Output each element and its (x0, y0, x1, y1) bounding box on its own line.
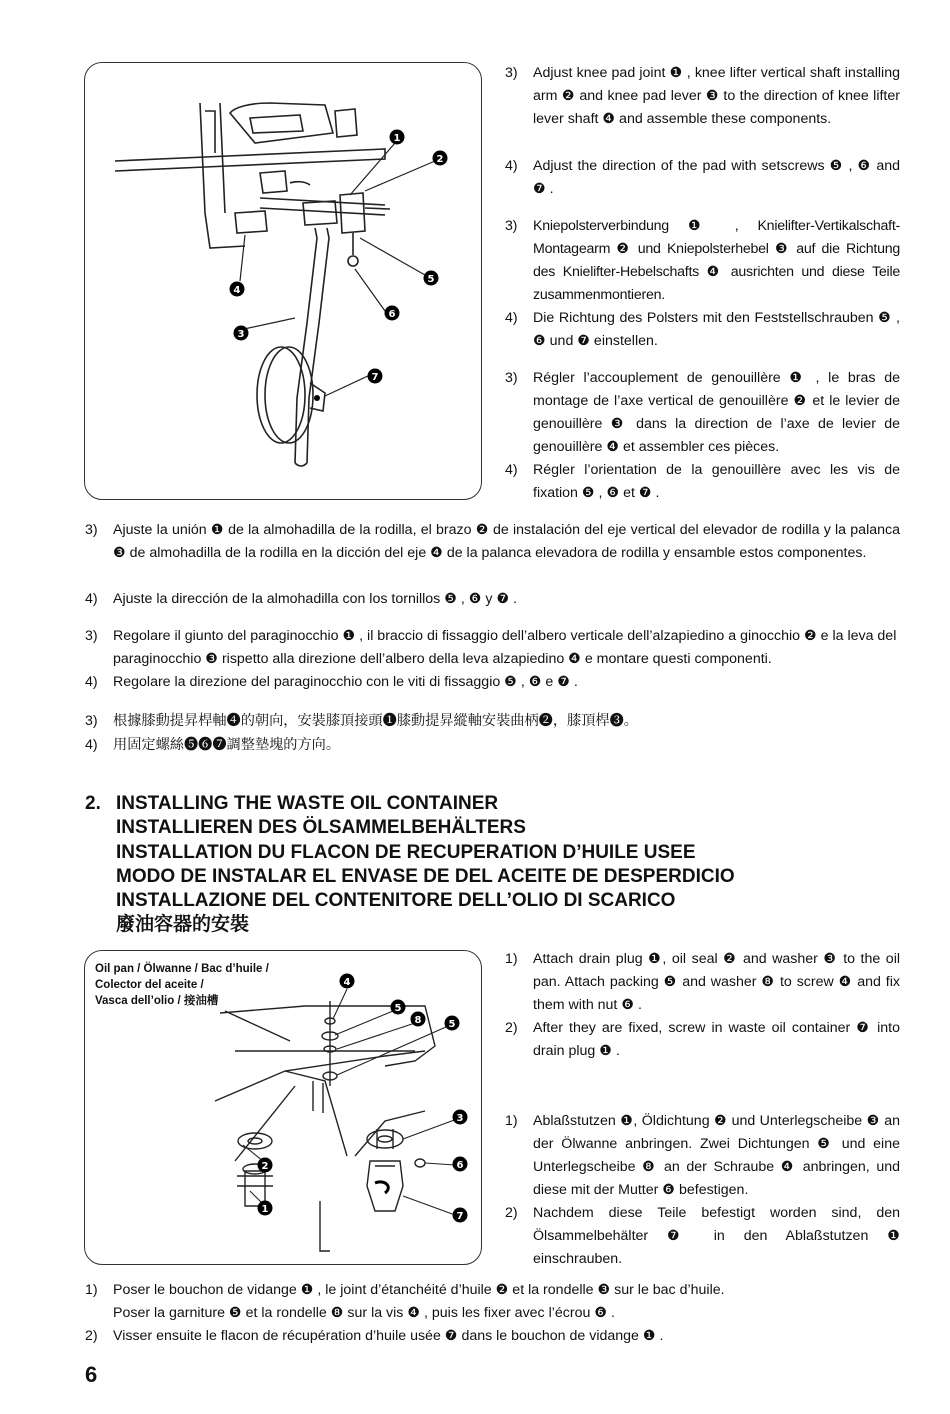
step-text: Ablaßstutzen ❶, Öldichtung ❷ und Unterlegscheibe ❸ an der Ölwanne anbringen. Zwei Dichtungen ❺ und eine Unterlegscheibe ❽ an der Schraube ❹ anbringen, und diese mit der Mutter ❻ befestigen. (533, 1113, 900, 1198)
step-text: Kniepolsterverbindung ❶ , Knielifter-Vertikalschaft-Montagearm ❷ und Kniepolsterhebel ❸ auf die Richtung des Knielifter-Hebelschafts ❹ ausrichten und diese Teile zusammenmontieren. (533, 218, 900, 303)
step-text: Régler l’accouplement de genouillère ❶ , le bras de montage de l’axe vertical de genouillère ❷ et le levier de genouillère ❸ dans la direction de l’axe de levier de genouillère ❹ et assembler ces pièces. (533, 370, 900, 455)
step-number: 3) (85, 713, 98, 729)
step-text: Adjust knee pad joint ❶ , knee lifter vertical shaft installing arm ❷ and knee pad lever ❸ to the direction of knee lifter lever shaft ❹ and assemble these components. (533, 65, 900, 127)
step-text: Nachdem diese Teile befestigt worden sind, den Ölsammelbehälter ❼ in den Ablaßstutzen ❶ einschrauben. (533, 1205, 900, 1267)
step-number: 4) (85, 674, 98, 690)
callout-2-text: 2 (261, 1161, 269, 1172)
callout-2 (258, 1158, 273, 1173)
step-text-line: Poser le bouchon de vidange ❶ , le joint d’étanchéité d’huile ❷ et la rondelle ❸ sur le bac d’huile. (113, 1282, 725, 1298)
callout-3-text: 3 (237, 329, 245, 340)
step-number: 3) (505, 65, 518, 81)
callout-3 (453, 1110, 468, 1125)
callout-1-text: 1 (393, 133, 401, 144)
callout-7 (368, 369, 383, 384)
callout-4-text: 4 (343, 977, 351, 988)
step-text: Régler l’orientation de la genouillère avec les vis de fixation ❺ , ❻ et ❼ . (533, 462, 900, 501)
knee-lifter-illustration (85, 63, 482, 500)
page-number: 6 (85, 1362, 98, 1387)
section-title-de: INSTALLIEREN DES ÖLSAMMELBEHÄLTERS (116, 817, 526, 839)
step-number: 3) (505, 370, 518, 386)
step-number: 4) (505, 462, 518, 478)
section-title-en: INSTALLING THE WASTE OIL CONTAINER (116, 793, 499, 814)
step-text: Ajuste la dirección de la almohadilla con los tornillos ❺ , ❻ y ❼ . (113, 591, 518, 607)
step-text: After they are fixed, screw in waste oil container ❼ into drain plug ❶ . (533, 1020, 900, 1059)
step-text: Attach drain plug ❶, oil seal ❷ and washer ❸ to the oil pan. Attach packing ❺ and washer ❽ to screw ❹ and fix them with nut ❻ . (533, 951, 900, 1013)
callout-3-text: 3 (456, 1113, 464, 1124)
callout-1-text: 1 (261, 1204, 269, 1215)
callout-5 (424, 271, 439, 286)
step-number: 1) (85, 1282, 98, 1298)
step-number: 3) (505, 218, 518, 234)
callout-7-text: 7 (371, 372, 379, 383)
callout-7-text: 7 (456, 1211, 464, 1222)
callout-6-text: 6 (456, 1160, 464, 1171)
callout-7 (453, 1208, 468, 1223)
section-title-it: INSTALLAZIONE DEL CONTENITORE DELL’OLIO DI SCARICO (116, 890, 676, 912)
step-number: 3) (85, 522, 98, 538)
section-title-fr: INSTALLATION DU FLACON DE RECUPERATION D’HUILE USEE (116, 841, 696, 863)
section-title-zh: 廢油容器的安裝 (116, 914, 250, 936)
oil-container-figure (84, 950, 482, 1265)
step-text: Regolare il giunto del paraginocchio ❶ , il braccio di fissaggio dell’albero verticale dell’alzapiedino a ginocchio ❷ e la leva del paraginocchio ❸ rispetto alla direzione dell’albero della leva alzapiedino ❹ e montare questi componenti. (113, 628, 897, 667)
step-text: 根據膝動提昇桿軸❹的朝向，安裝膝頂接頭❶膝動提昇縱軸安裝曲柄❷，膝頂桿❸。 (113, 713, 638, 729)
section-number: 2. (85, 793, 101, 814)
callout-5-text: 5 (448, 1019, 456, 1030)
step-number: 1) (505, 1113, 518, 1129)
step-text: Visser ensuite le flacon de récupération d’huile usée ❼ dans le bouchon de vidange ❶ . (113, 1328, 664, 1344)
callout-1 (258, 1201, 273, 1216)
oil-pan-label-line: Oil pan / Ölwanne / Bac d’huile / (95, 963, 269, 975)
callout-5 (391, 1000, 406, 1015)
step-number: 4) (505, 158, 518, 174)
callout-6-text: 6 (388, 309, 396, 320)
callout-4 (230, 282, 245, 297)
step-text (113, 1279, 900, 1325)
callout-5-text: 5 (394, 1003, 402, 1014)
callout-8 (411, 1012, 426, 1027)
step-text: 用固定螺絲❺❻❼調整墊塊的方向。 (113, 737, 341, 753)
oil-container-illustration (85, 951, 482, 1265)
callout-4-text: 4 (233, 285, 241, 296)
callout-8-text: 8 (414, 1015, 422, 1026)
step-number: 4) (85, 737, 98, 753)
callout-2-text: 2 (436, 154, 444, 165)
step-number: 2) (85, 1328, 98, 1344)
step-number: 2) (505, 1020, 518, 1036)
step-text: Die Richtung des Polsters mit den Feststellschrauben ❺ , ❻ und ❼ einstellen. (533, 310, 900, 349)
callout-6 (453, 1157, 468, 1172)
step-number: 3) (85, 628, 98, 644)
callout-5 (445, 1016, 460, 1031)
callout-4 (340, 974, 355, 989)
step-number: 1) (505, 951, 518, 967)
step-number: 2) (505, 1205, 518, 1221)
oil-pan-label-line: Colector del aceite / (95, 979, 204, 991)
step-text-line: Poser la garniture ❺ et la rondelle ❽ sur la vis ❹ , puis les fixer avec l’écrou ❻ . (113, 1305, 615, 1321)
step-number: 4) (505, 310, 518, 326)
oil-pan-label-line: Vasca dell’olio / 接油槽 (95, 995, 219, 1007)
section-title-es: MODO DE INSTALAR EL ENVASE DE DEL ACEITE DE DESPERDICIO (116, 865, 735, 887)
step-text: Ajuste la unión ❶ de la almohadilla de la rodilla, el brazo ❷ de instalación del eje vertical del elevador de rodilla y la palanca ❸ de almohadilla de la rodilla en la dicción del eje ❹ de la palanca elevadora de rodilla y ensamble estos componentes. (113, 522, 900, 561)
callout-3 (234, 326, 249, 341)
callout-6 (385, 306, 400, 321)
callout-5-text: 5 (427, 274, 435, 285)
callout-2 (433, 151, 448, 166)
knee-lifter-figure (84, 62, 482, 500)
step-text: Adjust the direction of the pad with setscrews ❺ , ❻ and ❼ . (533, 158, 900, 197)
callout-1 (390, 130, 405, 145)
section-heading (85, 792, 735, 938)
step-number: 4) (85, 591, 98, 607)
step-text: Regolare la direzione del paraginocchio con le viti di fissaggio ❺ , ❻ e ❼ . (113, 674, 578, 690)
